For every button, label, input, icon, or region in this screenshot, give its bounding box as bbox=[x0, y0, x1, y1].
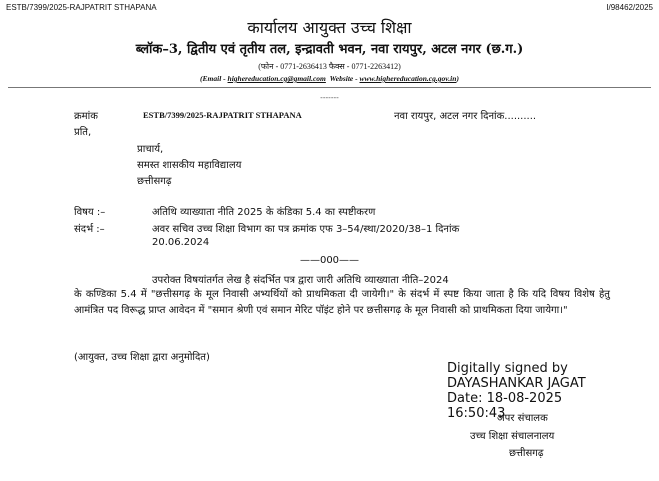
digital-signature-line-4: 16:50:43 bbox=[447, 406, 506, 421]
vishay-label: विषय :– bbox=[74, 207, 106, 218]
email-link[interactable]: highereducation.cg@gmail.com bbox=[227, 74, 326, 83]
sandarbh-line-2: 20.06.2024 bbox=[152, 237, 210, 248]
vishay-text: अतिथि व्याख्याता नीति 2025 के कंडिका 5.4 का स्पष्टीकरण bbox=[152, 207, 376, 218]
website-link[interactable]: www.highereducation.cg.gov.in bbox=[359, 74, 457, 83]
sandarbh-label: संदर्भ :– bbox=[74, 224, 105, 235]
separator: ——000—— bbox=[299, 255, 360, 266]
sandarbh-line-1: अवर सचिव उच्च शिक्षा विभाग का पत्र क्रमांक एफ 3–54/स्था/2020/38–1 दिनांक bbox=[152, 224, 460, 235]
signatory-designation: अपर संचालक bbox=[497, 413, 548, 424]
signatory-state: छत्तीसगढ़ bbox=[509, 448, 544, 459]
recipient-line-2: समस्त शासकीय महाविद्यालय bbox=[137, 160, 242, 171]
file-ref-left: ESTB/7399/2025-RAJPATRIT STHAPANA bbox=[6, 3, 157, 12]
file-ref-right: I/98462/2025 bbox=[606, 3, 653, 12]
prati-label: प्रति, bbox=[74, 127, 92, 138]
approval-note: (आयुक्त, उच्च शिक्षा द्वारा अनुमोदित) bbox=[74, 352, 210, 363]
kramank-value: ESTB/7399/2025-RAJPATRIT STHAPANA bbox=[143, 110, 302, 120]
body-first-line: उपरोक्त विषयांतर्गत लेख है संदर्भित पत्र द्वारा जारी अतिथि व्याख्याता नीति–2024 bbox=[152, 275, 449, 286]
email-close: ) bbox=[456, 74, 459, 83]
body-paragraph: के कण्डिका 5.4 में "छत्तीसगढ़ के मूल निवासी अभ्यर्थियों को प्राथमिकता दी जायेगी।" के संदर्भ में स्पष्ट किया जाता है कि यदि विषय विशेष हेतु आमंत्रित पद विरूद्ध प्राप्त आवेदन में "समान श्रेणी एवं समान मेरिट पॉइंट होने पर छत्तीसगढ़ के मूल निवासी को प्राथमिकता दिया जायेगा।" bbox=[74, 289, 610, 316]
website-label: Website - bbox=[329, 74, 360, 83]
kramank-label: क्रमांक bbox=[74, 111, 98, 122]
email-website-line bbox=[0, 74, 659, 83]
digital-signature-line-3: Date: 18-08-2025 bbox=[447, 391, 563, 406]
recipient-line-3: छत्तीसगढ़ bbox=[137, 176, 172, 187]
signatory-office: उच्च शिक्षा संचालनालय bbox=[470, 431, 555, 442]
office-name: कार्यालय आयुक्त उच्च शिक्षा bbox=[247, 18, 412, 37]
email-label: (Email - bbox=[200, 74, 228, 83]
header-divider-rule bbox=[8, 87, 651, 88]
header-dashes: ------- bbox=[320, 93, 339, 102]
digital-signature-line-2: DAYASHANKAR JAGAT bbox=[447, 376, 586, 391]
place-date: नवा रायपुर, अटल नगर दिनांक.......... bbox=[394, 111, 537, 122]
recipient-line-1: प्राचार्य, bbox=[137, 144, 164, 155]
phone-fax: (फोन - 0771-2636413 फैक्स - 0771-2263412) bbox=[258, 62, 401, 71]
office-address: ब्लॉक–3, द्वितीय एवं तृतीय तल, इन्द्रावती भवन, नवा रायपुर, अटल नगर (छ.ग.) bbox=[135, 42, 524, 57]
digital-signature-line-1: Digitally signed by bbox=[447, 361, 568, 376]
